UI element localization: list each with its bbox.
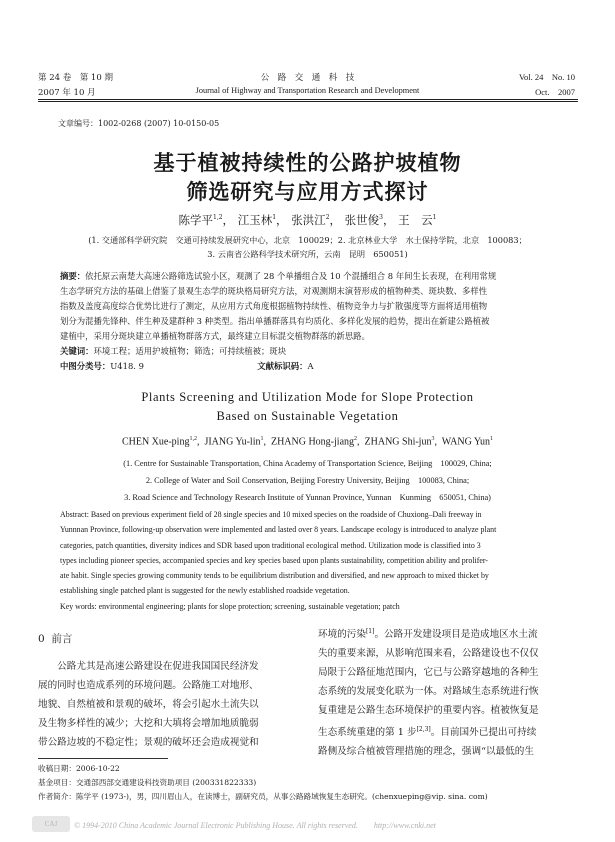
body-right-column xyxy=(318,622,580,761)
author-sup: 1 xyxy=(260,436,264,442)
body-line: 局限于公路征地范围内，它已与公路穿越地的各种生 xyxy=(318,667,539,679)
volume-issue-en: Vol. 24 No. 10 xyxy=(518,72,575,82)
author-en: ZHANG Shi-jun xyxy=(364,436,432,448)
keywords-cn-line xyxy=(60,344,560,359)
date-cn: 2007 年 10 月 xyxy=(38,88,96,98)
keywords-cn: 环境工程；适用护坡植物；筛选；可持续植被；斑块 xyxy=(93,346,287,356)
journal-title-en: Journal of Highway and Transportation Research and Development xyxy=(195,86,420,95)
body-line: 地貌、自然植被和景观的破坏，将会引起水土流失以 xyxy=(38,699,259,710)
cnki-logo-icon xyxy=(32,816,70,832)
footnote-funding: 基金项目：交通部西部交通建设科技资助项目 (200331822333) xyxy=(38,778,257,787)
keywords-en-label: Key words: xyxy=(60,601,97,611)
author-sup: 1,2 xyxy=(213,214,223,222)
author-en: ZHANG Hong-jiang xyxy=(270,436,355,448)
author-cn: 张洪江 xyxy=(291,213,326,227)
footnote-received: 收稿日期：2006-10-22 xyxy=(38,764,120,773)
logo-text: CAJ xyxy=(44,820,58,828)
abstract-en-line xyxy=(60,507,565,522)
abstract-en-text: Based on previous experiment field of 28 single species and 10 mixed species on the roadside of Chuxiong–Dali freeway in xyxy=(90,510,482,519)
body-text: 环境的污染 xyxy=(318,629,366,641)
body-text: 生态系统重建的第 1 步 xyxy=(318,727,417,739)
abstract-cn-line: 建植中，采用分斑块建立单播植物群落方式，最终建立目标混交植物群落的新思路。 xyxy=(60,331,370,341)
authors-cn: 陈学平$^{1,2}$， 江玉林$^1$， 张洪江$^2$， 张世俊$^3$， 王 云$^1$ xyxy=(178,213,437,227)
title-en-line1: Plants Screening and Utilization Mode for Slope Protection xyxy=(141,390,474,404)
author-sup: 1 xyxy=(490,436,494,442)
author-en: CHEN Xue-ping xyxy=(121,436,190,448)
doc-code-label: 文献标识码： xyxy=(257,361,308,371)
classification-line xyxy=(60,359,560,374)
section-title: 前言 xyxy=(51,633,73,645)
body-line: 态系统的发展变化联为一体。对路域生态系统进行恢 xyxy=(318,686,539,698)
body-line xyxy=(318,720,580,742)
citation: [2,3] xyxy=(416,726,431,734)
affiliations-cn-line1: (1. 交通部科学研究院 交通可持续发展研究中心，北京 100029；2. 北京林业大学 水土保持学院，北京 100083； xyxy=(88,235,527,245)
author-sup: 1,2 xyxy=(189,436,197,442)
footnote-author: 作者简介：陈学平 (1973-)，男，四川眉山人，在读博士，副研究员，从事公路路域恢复生态研究。(chenxueping@vip. sina. com) xyxy=(38,792,488,801)
abstract-en-line: categories, patch quantities, diversity indices and SDR based upon traditional ecological method. Utilization mode is classified into 3 xyxy=(60,540,481,550)
author-cn: 张世俊 xyxy=(344,213,380,227)
body-line: 及生物多样性的减少；大挖和大填将会增加地质脆弱 xyxy=(38,718,259,729)
keywords-en-line xyxy=(60,599,565,614)
author-cn: 陈学平 xyxy=(178,213,213,227)
author-sup: 2 xyxy=(354,436,358,442)
keywords-cn-label: 关键词： xyxy=(60,346,94,356)
abstract-en xyxy=(60,507,565,614)
author-cn: 王 云 xyxy=(398,213,433,227)
abstract-cn-line xyxy=(60,269,560,284)
keywords-en: environmental engineering; plants for slope protection; screening, sustainable vegetation; patch xyxy=(98,601,400,611)
copyright-notice: © 1994-2010 China Academic Journal Electronic Publishing House. All rights reserved. http://www.cnki.net xyxy=(74,821,436,830)
section-heading xyxy=(38,631,72,646)
title-cn-line2: 筛选研究与应用方式探讨 xyxy=(186,179,429,204)
body-text: 。目前国外已提出可持续 xyxy=(430,727,537,739)
abstract-cn-label: 摘要： xyxy=(60,271,86,281)
title-en-line2: Based on Sustainable Vegetation xyxy=(216,409,399,423)
clc-label: 中图分类号： xyxy=(60,361,111,371)
affiliation-en: 3. Road Science and Technology Research Institute of Yunnan Province, Yunnan Kunming 650051, China) xyxy=(124,493,491,502)
section-number: 0 xyxy=(38,633,45,645)
header-rule-top xyxy=(38,99,578,100)
author-sup: 1 xyxy=(432,214,437,222)
volume-issue-cn: 第 24 卷 第 10 期 xyxy=(38,73,113,83)
author-sup: 1 xyxy=(272,214,277,222)
abstract-cn-text: 依托原云南楚大高速公路筛选试验小区，观测了 28 个单播组合及 10 个混播组合 8 年间生长表现，在利用常规 xyxy=(85,271,497,281)
affiliations-en xyxy=(0,455,615,506)
abstract-en-line: types including pioneer species, accompanied species and key species based upon plants sustainability, competition ability and prolifer- xyxy=(60,555,488,565)
article-id: 文章编号：1002-0268 (2007) 10-0150-05 xyxy=(58,119,220,128)
abstract-cn xyxy=(60,269,560,374)
authors-en: CHEN Xue-ping$^{1,2}$, JIANG Yu-lin$^1$, ZHANG Hong-jiang$^2$, ZHANG Shi-jun$^3$, WANG Yun$^1$ xyxy=(121,436,494,448)
date-en: Oct. 2007 xyxy=(535,87,575,97)
body-line: 展的同时也造成系列的环境问题。公路施工对地形、 xyxy=(38,680,259,691)
author-cn: 江玉林 xyxy=(237,213,273,227)
abstract-en-line: Yunnnan Province, following-up observation were implemented and lasted over 8 years. Landscape ecology is introduced to analyze plant xyxy=(60,525,497,535)
abstract-cn-line: 生态学研究方法的基础上借鉴了景观生态学的斑块格局研究方法，对观测期末演替形成的植物种类、斑块数、多样性 xyxy=(60,286,488,296)
citation: [1] xyxy=(365,628,375,635)
footnotes xyxy=(38,762,488,804)
body-line xyxy=(318,622,580,644)
author-sup: 2 xyxy=(325,214,330,222)
author-sup: 3 xyxy=(379,214,383,222)
body-line: 带公路边坡的不稳定性；景观的破坏还会造成视觉和 xyxy=(38,737,259,748)
author-sup: 3 xyxy=(431,436,435,442)
abstract-en-label: Abstract: xyxy=(60,510,89,519)
clc-value: U418. 9 xyxy=(110,361,144,371)
affiliations-cn-line2: 3. 云南省公路科学技术研究所，云南 昆明 650051) xyxy=(207,249,408,259)
body-line: 公路尤其是高速公路建设在促进我国国民经济发 xyxy=(38,661,259,672)
affiliation-en: 2. College of Water and Soil Conservation, Beijing Forestry University, Beijing 100083, China; xyxy=(145,476,470,485)
author-en: JIANG Yu-lin xyxy=(204,436,261,448)
journal-title-cn: 公 路 交 通 科 技 xyxy=(260,73,355,83)
header-rule-bottom xyxy=(38,101,578,102)
affiliation-en: (1. Centre for Sustainable Transportation, China Academy of Transportation Science, Beijing 100029, China; xyxy=(123,459,492,468)
abstract-cn-line: 划分为混播先锋种、伴生种及建群种 3 种类型。指出单播群落具有均质化、多样化发展的趋势，提出在新建公路植被 xyxy=(60,316,490,326)
body-line: 失的重要来源，从影响范围来看，公路建设也不仅仅 xyxy=(318,648,539,660)
body-text: 。公路开发建设项目是造成地区水土流 xyxy=(374,629,538,641)
abstract-en-line: ate habit. Single species growing community tends to be equilibrium distribution and diversified, and new approach to mixed thicket by xyxy=(60,571,489,581)
abstract-en-line: establishing single patched plant is suggested for the newly established roadside vegetation. xyxy=(60,586,350,596)
doc-code-value: A xyxy=(307,361,314,371)
abstract-cn-line: 指数及盖度高度综合优势比进行了测定，从应用方式角度根据植物持续性、植物竞争力与扩散强度等方面将适用植物 xyxy=(60,301,488,311)
footnote-rule xyxy=(38,758,168,759)
author-en: WANG Yun xyxy=(441,436,491,448)
body-line: 路侧及综合植被管理措施的理念，强调“以最低的生 xyxy=(318,746,534,758)
title-cn-line1: 基于植被持续性的公路护坡植物 xyxy=(153,150,462,175)
body-line: 复重建是公路生态环境保护的重要内容。植被恢复是 xyxy=(318,705,539,717)
body-left-column xyxy=(38,657,298,752)
